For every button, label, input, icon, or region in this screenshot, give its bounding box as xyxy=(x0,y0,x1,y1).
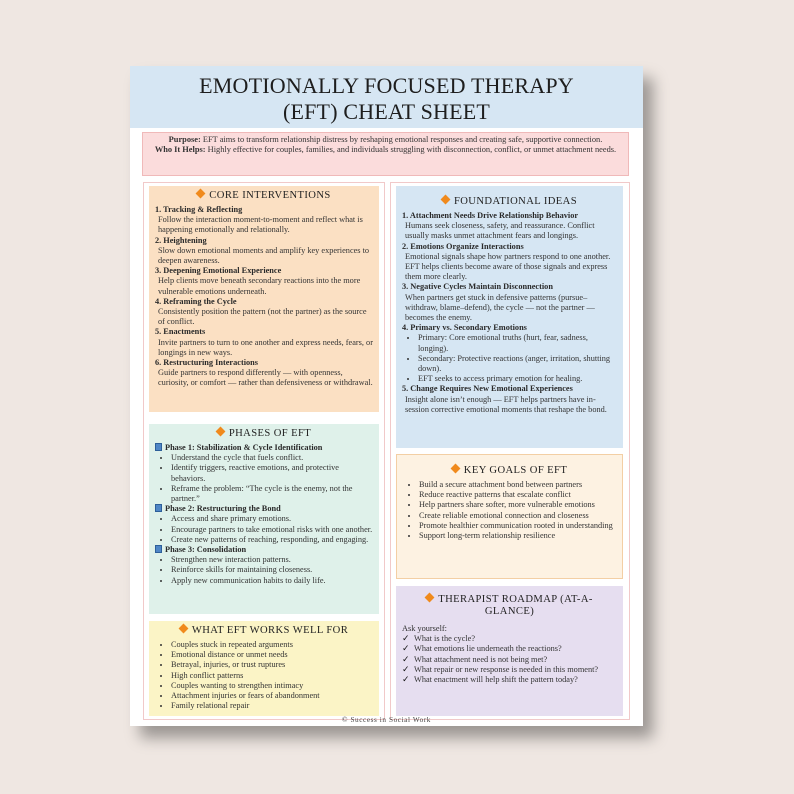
core-item: 5. Enactments Invite partners to turn to one another and express needs, fears, or longings in new ways. xyxy=(155,327,373,357)
list-item: • Support long-term relationship resilience xyxy=(419,531,616,541)
list-item: • Encourage partners to take emotional risks with one another. xyxy=(171,525,373,535)
check-icon: ✓ xyxy=(402,675,410,686)
purpose-text: EFT aims to transform relationship distress by reshaping emotional responses and creating safe, supportive connection. xyxy=(200,135,603,144)
list-item: • Reframe the problem: “The cycle is the enemy, not the partner.” xyxy=(171,484,373,504)
list-item: • Attachment injuries or fears of abandonment xyxy=(171,691,373,701)
diamond-icon xyxy=(425,593,435,603)
diamond-icon xyxy=(441,195,451,205)
list-item: • Reduce reactive patterns that escalate conflict xyxy=(419,490,616,500)
list-item: • Couples stuck in repeated arguments xyxy=(171,640,373,650)
found-item: 5. Change Requires New Emotional Experiences Insight alone isn’t enough — EFT helps partners have in-session corrective emotional moments that reshape the bond. xyxy=(402,384,607,414)
core-item: 6. Restructuring Interactions Guide partners to respond differently — with openness, curiosity, or comfort — rather than defensiveness or withdrawal. xyxy=(155,358,373,388)
check-icon: ✓ xyxy=(402,654,410,665)
purpose-box xyxy=(142,132,629,176)
therapist-roadmap-section xyxy=(396,586,623,716)
list-item: • Apply new communication habits to daily life. xyxy=(171,576,373,586)
list-item: • Promote healthier communication rooted in understanding xyxy=(419,521,616,531)
core-item: 4. Reframing the Cycle Consistently position the pattern (not the partner) as the source of conflict. xyxy=(155,296,367,327)
roadmap-question: ✓ What is the cycle? xyxy=(402,634,476,645)
core-item: 3. Deepening Emotional Experience Help clients move beneath secondary reactions into the more vulnerable emotions underneath. xyxy=(155,266,361,296)
core-interventions-section xyxy=(149,186,379,412)
list-item: • EFT seeks to access primary emotion for healing. xyxy=(418,374,617,384)
section-title: WHAT EFT WORKS WELL FOR xyxy=(155,625,373,637)
works-well-for-section xyxy=(149,621,379,716)
diamond-icon xyxy=(450,464,460,474)
core-item: 2. Heightening Slow down emotional moments and amplify key experiences to deepen awareness. xyxy=(155,235,370,266)
found-item: 2. Emotions Organize Interactions Emotional signals shape how partners respond to one another. EFT helps clients become aware of those signals and express them more clearly. xyxy=(402,241,611,282)
list-item: • Create new patterns of reaching, responding, and engaging. xyxy=(171,535,373,545)
list-item: • Access and share primary emotions. xyxy=(171,514,373,524)
section-title: THERAPIST ROADMAP (AT-A-GLANCE) xyxy=(402,594,617,618)
found-item: 3. Negative Cycles Maintain Disconnection When partners get stuck in defensive patterns (pursue–withdraw, blame–defend), the cycle — not the partner — becomes the enemy. xyxy=(402,282,595,323)
list-item: • High conflict patterns xyxy=(171,671,373,681)
header xyxy=(130,66,643,128)
check-icon: ✓ xyxy=(402,634,410,645)
list-item: • Family relational repair xyxy=(171,701,373,711)
list-item: • Build a secure attachment bond between partners xyxy=(419,480,616,490)
section-title: CORE INTERVENTIONS xyxy=(155,190,373,202)
found-item: 4. Primary vs. Secondary Emotions • Primary: Core emotional truths (hurt, fear, sadness, longing). • Secondary: Protective reactions (anger, irritation, shutting down). • EFT seeks to access primary emotion for healing. xyxy=(402,323,617,384)
list-item: • Understand the cycle that fuels conflict. xyxy=(171,453,373,463)
list-item: • Identify triggers, reactive emotions, and protective behaviors. xyxy=(171,463,373,483)
list-item: • Secondary: Protective reactions (anger, irritation, shutting down). xyxy=(418,354,617,374)
page-title: EMOTIONALLY FOCUSED THERAPY (EFT) CHEAT SHEET xyxy=(199,73,574,124)
phases-section xyxy=(149,424,379,614)
section-title: PHASES OF EFT xyxy=(155,428,373,440)
check-icon: ✓ xyxy=(402,664,410,675)
list-item: • Help partners share softer, more vulnerable emotions xyxy=(419,500,616,510)
key-goals-section xyxy=(396,454,623,579)
diamond-icon xyxy=(196,189,206,199)
roadmap-intro: Ask yourself: xyxy=(402,624,447,633)
phase-item: Phase 3: Consolidation • Strengthen new interaction patterns. • Reinforce skills for maintaining closeness. • Apply new communication habits to daily life. xyxy=(155,545,373,586)
core-item: 1. Tracking & Reflecting Follow the interaction moment-to-moment and reflect what is happening emotionally and relationally. xyxy=(155,205,363,235)
check-icon: ✓ xyxy=(402,644,410,655)
phase-item: Phase 2: Restructuring the Bond • Access and share primary emotions. • Encourage partners to take emotional risks with one another. • Create new patterns of reaching, responding, and engaging. xyxy=(155,504,373,545)
section-title: KEY GOALS OF EFT xyxy=(403,465,616,477)
diamond-icon xyxy=(178,624,188,634)
list-item: • Primary: Core emotional truths (hurt, fear, sadness, longing). xyxy=(418,333,617,353)
list-item: • Emotional distance or unmet needs xyxy=(171,650,373,660)
phase-item: Phase 1: Stabilization & Cycle Identification • Understand the cycle that fuels conflict. • Identify triggers, reactive emotions, and protective behaviors. • Reframe the problem: “The cycle is the enemy, not the partner.” xyxy=(155,443,373,504)
footer-credit: © Success in Social Work xyxy=(341,716,432,724)
roadmap-question: ✓ What attachment need is not being met? xyxy=(402,654,548,665)
roadmap-question: ✓ What repair or new response is needed in this moment? xyxy=(402,664,599,675)
list-item: • Reinforce skills for maintaining closeness. xyxy=(171,565,373,575)
list-item: • Betrayal, injuries, or trust ruptures xyxy=(171,660,373,670)
section-title: FOUNDATIONAL IDEAS xyxy=(402,196,617,208)
list-item: • Create reliable emotional connection and closeness xyxy=(419,511,616,521)
roadmap-question: ✓ What enactment will help shift the pattern today? xyxy=(402,675,578,686)
roadmap-question: ✓ What emotions lie underneath the reactions? xyxy=(402,644,562,655)
found-item: 1. Attachment Needs Drive Relationship Behavior Humans seek closeness, safety, and reassurance. Conflict usually masks unmet attachment fears and longings. xyxy=(402,211,595,241)
who-text: Highly effective for couples, families, and individuals struggling with disconnection, conflict, or unmet attachment needs. xyxy=(205,145,617,155)
foundational-ideas-section xyxy=(396,186,623,448)
diamond-icon xyxy=(215,427,225,437)
book-icon xyxy=(155,545,162,553)
purpose-label: Purpose: xyxy=(168,135,201,144)
book-icon xyxy=(155,443,162,451)
who-label: Who It Helps: xyxy=(154,145,206,155)
list-item: • Strengthen new interaction patterns. xyxy=(171,555,373,565)
book-icon xyxy=(155,504,162,512)
list-item: • Couples wanting to strengthen intimacy xyxy=(171,681,373,691)
cheat-sheet xyxy=(130,66,643,726)
